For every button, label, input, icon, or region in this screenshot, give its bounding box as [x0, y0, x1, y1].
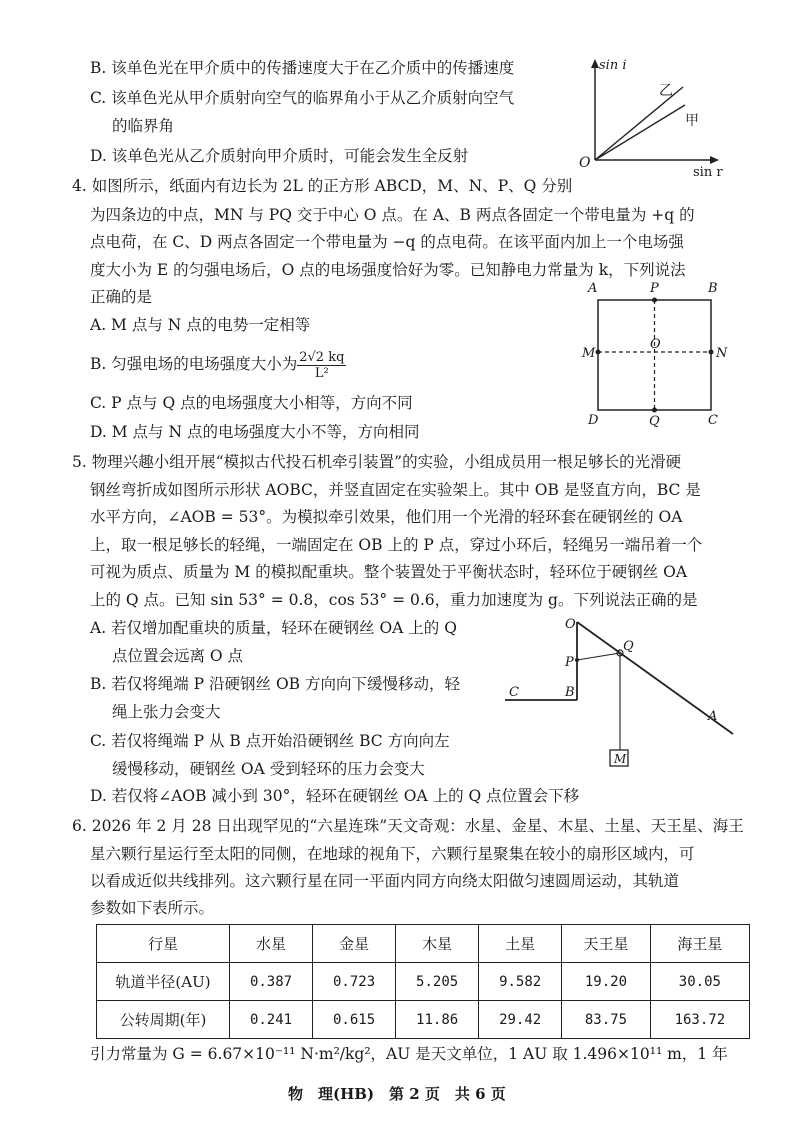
- graph-line-yi: 乙: [659, 83, 673, 99]
- q5-stem-line2: 钢丝弯折成如图所示形状 AOBC，并竖直固定在实验架上。其中 OB 是竖直方向，BC 是: [90, 481, 701, 499]
- table-row: [97, 963, 750, 1001]
- fig-label-m: M: [614, 752, 627, 766]
- graph-origin: O: [579, 155, 591, 171]
- q4-stem-line5: 正确的是: [90, 288, 153, 306]
- q6-stem-line1: 6. 2026 年 2 月 28 日出现罕见的“六星连珠”天文奇观：水星、金星、木星、土星、天王星、海王: [72, 817, 744, 835]
- q4-option-a: A. M 点与 N 点的电势一定相等: [90, 316, 311, 334]
- table-row-label: 轨道半径(AU): [97, 963, 230, 1001]
- q3-option-b: B. 该单色光在甲介质中的传播速度大于在乙介质中的传播速度: [90, 59, 515, 77]
- table-cell: 0.241: [230, 1001, 313, 1039]
- q4-option-b-text: B. 匀强电场的电场强度大小为: [90, 355, 298, 373]
- q5-option-b-line1: B. 若仅将绳端 P 沿硬钢丝 OB 方向向下缓慢移动，轻: [90, 675, 460, 693]
- fig-label-o: O: [650, 337, 661, 352]
- table-row: [97, 1001, 750, 1039]
- fig-label-p: P: [565, 655, 574, 670]
- fig-label-d: D: [588, 413, 599, 428]
- table-header-cell: 水星: [230, 925, 313, 963]
- fraction-denominator: L²: [314, 365, 329, 381]
- q6-constants-line: 引力常量为 G = 6.67×10⁻¹¹ N·m²/kg²，AU 是天文单位，1 AU 取 1.496×10¹¹ m，1 年: [90, 1045, 728, 1063]
- table-cell: 5.205: [396, 963, 479, 1001]
- graph-x-label: sin r: [693, 165, 723, 180]
- fig-label-p: P: [650, 281, 659, 296]
- fig-label-a: A: [708, 709, 718, 724]
- fig-label-a: A: [588, 281, 598, 296]
- q3-option-c-line1: C. 该单色光从甲介质射向空气的临界角小于从乙介质射向空气: [90, 89, 515, 107]
- table-header-cell: 海王星: [650, 925, 749, 963]
- q4-square-figure: [580, 280, 740, 430]
- table-cell: 30.05: [650, 963, 749, 1001]
- q3-sin-graph: [579, 55, 725, 185]
- table-header-cell: 土星: [479, 925, 562, 963]
- q4-stem-line3: 点电荷，在 C、D 两点各固定一个带电量为 −q 的点电荷。在该平面内加上一个电场强: [90, 233, 684, 251]
- q5-stem-line6: 上的 Q 点。已知 sin 53° = 0.8，cos 53° = 0.6，重力加速度为 g。下列说法正确的是: [90, 591, 698, 609]
- q5-option-b-line2: 绳上张力会变大: [112, 703, 221, 721]
- fig-label-m: M: [582, 346, 596, 361]
- fig-label-q: Q: [649, 414, 660, 429]
- q4-option-c: C. P 点与 Q 点的电场强度大小相等，方向不同: [90, 394, 413, 412]
- graph-line-jia: 甲: [685, 113, 699, 129]
- table-cell: 19.20: [562, 963, 651, 1001]
- page-footer: 物 理(HB) 第 2 页 共 6 页: [288, 1085, 506, 1103]
- table-header-cell: 木星: [396, 925, 479, 963]
- fig-label-n: N: [716, 346, 728, 361]
- table-cell: 9.582: [479, 963, 562, 1001]
- q6-stem-line3: 以看成近似共线排列。这六颗行星在同一平面内同方向绕太阳做匀速圆周运动，其轨道: [90, 872, 680, 890]
- table-header-cell: 天王星: [562, 925, 651, 963]
- q4-option-b-fraction: [297, 350, 346, 381]
- q3-option-d: D. 该单色光从乙介质射向甲介质时，可能会发生全反射: [90, 147, 469, 165]
- fig-label-c: C: [708, 413, 718, 428]
- fig-label-b: B: [565, 685, 575, 700]
- q4-stem-line2: 为四条边的中点，MN 与 PQ 交于中心 O 点。在 A、B 两点各固定一个带电量为 +q 的: [90, 206, 695, 224]
- table-cell: 0.723: [313, 963, 396, 1001]
- q6-stem-line4: 参数如下表所示。: [90, 899, 215, 917]
- fraction-numerator: 2√2 kq: [299, 349, 345, 365]
- table-cell: 83.75: [562, 1001, 651, 1039]
- q4-stem-line4: 度大小为 E 的匀强电场后，O 点的电场强度恰好为零。已知静电力常量为 k，下列说法: [90, 261, 686, 279]
- table-cell: 0.387: [230, 963, 313, 1001]
- fig-label-o: O: [565, 617, 576, 632]
- q6-stem-line2: 星六颗行星运行至太阳的同侧，在地球的视角下，六颗行星聚集在较小的扇形区域内，可: [90, 845, 695, 863]
- fig-label-q: Q: [623, 639, 634, 654]
- graph-y-label: sin i: [599, 58, 627, 73]
- table-cell: 11.86: [396, 1001, 479, 1039]
- planet-orbit-table: [96, 924, 750, 1039]
- q3-option-c-line2: 的临界角: [112, 117, 175, 135]
- table-header-cell: 行星: [97, 925, 230, 963]
- q5-option-a-line2: 点位置会远离 O 点: [112, 647, 244, 665]
- q4-option-b: [90, 346, 346, 382]
- q5-stem-line4: 上，取一根足够长的轻绳，一端固定在 OB 上的 P 点，穿过小环后，轻绳另一端吊着一个: [90, 536, 703, 554]
- table-row-label: 公转周期(年): [97, 1001, 230, 1039]
- q5-option-d: D. 若仅将∠AOB 减小到 30°，轻环在硬钢丝 OA 上的 Q 点位置会下移: [90, 787, 580, 805]
- fig-label-b: B: [708, 281, 718, 296]
- q5-option-c-line1: C. 若仅将绳端 P 从 B 点开始沿硬钢丝 BC 方向向左: [90, 732, 450, 750]
- table-cell: 0.615: [313, 1001, 396, 1039]
- table-cell: 29.42: [479, 1001, 562, 1039]
- q5-stem-line1: 5. 物理兴趣小组开展“模拟古代投石机牵引装置”的实验，小组成员用一根足够长的光滑硬: [72, 453, 682, 471]
- q5-option-c-line2: 缓慢移动，硬钢丝 OA 受到轻环的压力会变大: [112, 760, 425, 778]
- q5-option-a-line1: A. 若仅增加配重块的质量，轻环在硬钢丝 OA 上的 Q: [90, 619, 457, 637]
- q4-stem-line1: 4. 如图所示，纸面内有边长为 2L 的正方形 ABCD，M、N、P、Q 分别: [72, 177, 573, 195]
- table-cell: 163.72: [650, 1001, 749, 1039]
- q5-device-figure: [505, 612, 745, 772]
- table-header-cell: 金星: [313, 925, 396, 963]
- q5-stem-line5: 可视为质点、质量为 M 的模拟配重块。整个装置处于平衡状态时，轻环位于硬钢丝 OA: [90, 563, 688, 581]
- q4-option-d: D. M 点与 N 点的电场强度大小不等，方向相同: [90, 423, 420, 441]
- q5-stem-line3: 水平方向，∠AOB = 53°。为模拟牵引效果，他们用一个光滑的轻环套在硬钢丝的 OA: [90, 508, 683, 526]
- table-header-row: [97, 925, 750, 963]
- fig-label-c: C: [509, 685, 519, 700]
